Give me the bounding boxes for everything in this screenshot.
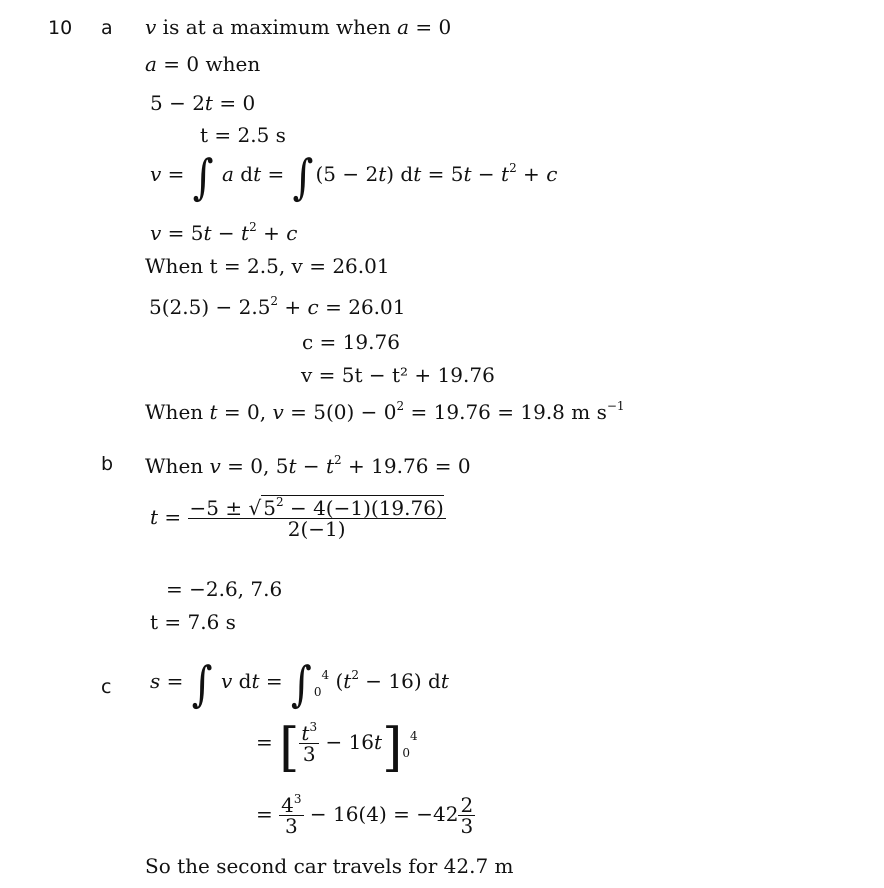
a-v-final: v = 5t − t² + 19.76 [301,363,495,387]
b-roots: = −2.6, 7.6 [166,577,283,601]
quadratic-fraction: $\frac{-5 \pm √ 5^2 - 4(-1)(19.76)}{2(-1)}$ [189,495,444,541]
part-c-label: c [101,676,112,698]
a-line-3: 5 − 2t = 0 [150,91,256,115]
part-b-label: b [101,453,114,475]
integral-sign: ∫ [191,657,213,713]
c-conclusion: So the second car travels for 42.7 m [145,854,514,878]
a-c-value: c = 19.76 [302,330,400,354]
b-answer: t = 7.6 s [150,610,236,634]
b-quadratic-formula: t = $\frac{-5 \pm √ 5^2 - 4(-1)(19.76)}{2(-1)}$ [150,495,444,541]
question-number: 10 [48,17,73,39]
part-a-label: a [101,17,113,39]
a-t-value: t = 2.5 s [200,123,286,147]
a-v-general: $v = 5t - t^2 + c$ [150,220,298,245]
a-substitution: $5(2.5) - 2.5^2 + c = 26.01$ [149,294,406,319]
c-evaluation: = $\frac{4^3}{3}$ − 16(4) = −42 $\frac{2}{3}$ [256,792,474,838]
integral-sign: ∫ [290,657,312,713]
a-when-line: When t = 2.5, v = 26.01 [145,254,390,278]
c-antiderivative: = [ $\frac{t^3}{3}$ − $16t]_0^4$ [256,718,418,778]
a-integral-line: v = ∫ a dt = ∫ (5 − 2t) dt = $5t - t^2 + c$ [150,150,558,206]
a-line-1: v is at a maximum when a = 0 [145,15,452,39]
integral-sign: ∫ [292,150,314,206]
integral-sign: ∫ [192,150,214,206]
a-line-2: a = 0 when [145,52,261,76]
a-final-answer: When t = 0, $v = 5(0) - 0^2 = 19.76 = 19.8$ m $s^{-1}$ [145,399,625,424]
c-integral-line: s = ∫ v dt = ∫ $_0^4$ $(t^2 - 16)$ dt [150,657,449,713]
b-line-1: When v = 0, $5t - t^2 + 19.76 = 0$ [145,453,471,478]
